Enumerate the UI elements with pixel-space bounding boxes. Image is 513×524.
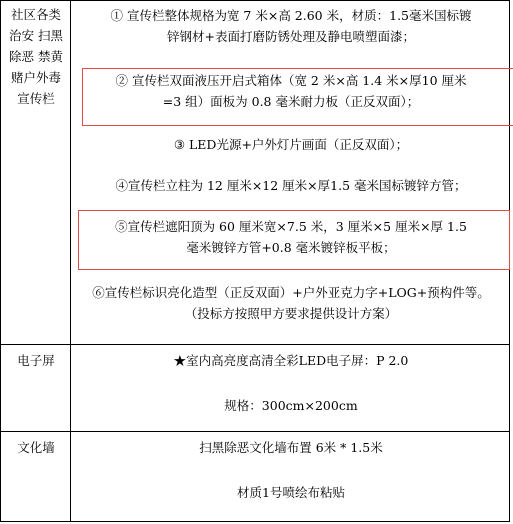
label-line: 文化墙 — [17, 440, 55, 455]
item-line: 规格：300cm×200cm — [224, 398, 358, 413]
item-line: ② 宣传栏双面液压开启式箱体（宽 2 米×高 1.4 米×厚10 厘米 — [115, 73, 467, 88]
item-line: ③ LED光源+户外灯片画面（正反双面）； — [173, 137, 409, 152]
label-line: 除恶 禁黄 — [9, 49, 63, 64]
row-label-led-screen — [3, 350, 69, 371]
row-label-bulletin-board — [3, 4, 69, 109]
row-label-culture-wall — [3, 437, 69, 458]
table-border-left — [0, 0, 1, 522]
spec-item-5 — [74, 216, 508, 258]
table-border-top — [0, 0, 510, 1]
led-spec-item-2 — [74, 395, 508, 416]
led-spec-item-1 — [74, 350, 508, 371]
item-line: 材质1号喷绘布粘贴 — [237, 485, 345, 500]
spec-item-4 — [74, 175, 508, 196]
item-line: ④宣传栏立柱为 12 厘米×12 厘米×厚1.5 毫米国标镀锌方管； — [115, 178, 467, 193]
label-line: 赌户外毒 — [10, 70, 61, 85]
item-line: ⑤宣传栏遮阳顶为 60 厘米宽×7.5 米，3 厘米×5 厘米×厚 1.5 — [115, 219, 467, 234]
table-border-bottom — [0, 521, 510, 522]
row-divider — [0, 344, 510, 345]
spec-item-2 — [74, 70, 508, 112]
wall-spec-item-2 — [74, 482, 508, 503]
wall-spec-item-1 — [74, 437, 508, 458]
label-line: 治安 扫黑 — [9, 28, 63, 43]
item-line: =3 组）面板为 0.8 毫米耐力板（正反双面）； — [162, 94, 420, 109]
row-divider — [0, 431, 510, 432]
item-line: （投标方按照甲方要求提供设计方案） — [184, 306, 398, 321]
spec-item-6 — [74, 282, 508, 324]
item-line: ★室内高亮度高清全彩LED电子屏：P 2.0 — [173, 353, 409, 368]
item-line: 扫黑除恶文化墙布置 6米 * 1.5米 — [199, 440, 383, 455]
spec-item-1 — [74, 5, 508, 47]
label-line: 社区各类 — [10, 7, 61, 22]
item-line: ⑥宣传栏标识亮化造型（正反双面）+户外亚克力字+LOG+预构件等。 — [92, 285, 490, 300]
item-line: 锌钢材+表面打磨防锈处理及静电喷塑面漆； — [167, 29, 415, 44]
item-line: ① 宣传栏整体规格为宽 7 米×高 2.60 米，材质：1.5毫米国标镀 — [110, 8, 472, 23]
item-line: 毫米镀锌方管+0.8 毫米镀锌板平板； — [186, 240, 396, 255]
spec-item-3 — [74, 134, 508, 155]
label-line: 电子屏 — [17, 353, 55, 368]
label-line: 宣传栏 — [17, 91, 55, 106]
column-divider — [70, 0, 71, 522]
